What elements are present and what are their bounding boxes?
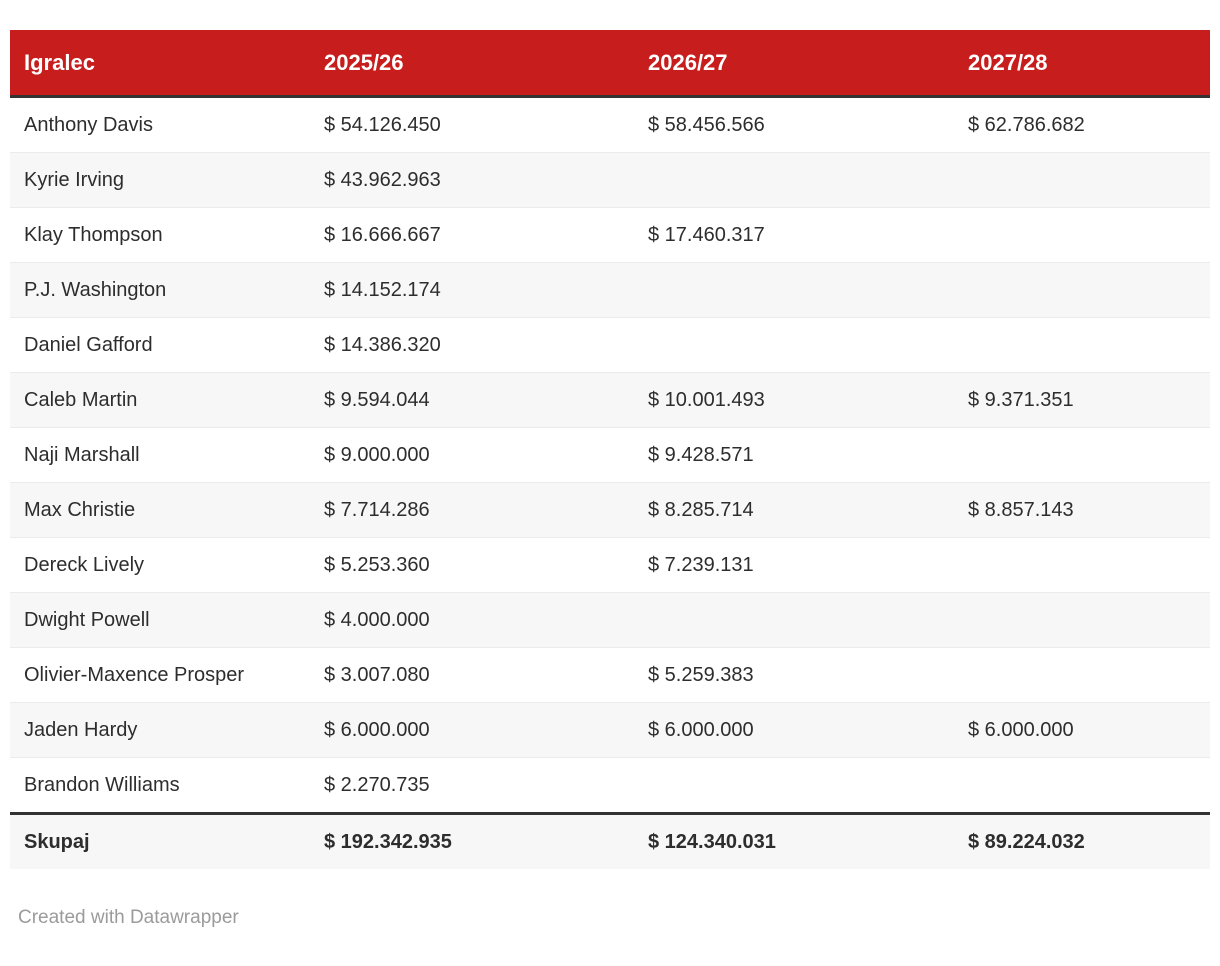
player-name-cell: Dereck Lively xyxy=(10,538,310,593)
player-name-cell: Brandon Williams xyxy=(24,774,180,796)
salary-cell: $ 10.001.493 xyxy=(634,373,954,428)
salary-cell xyxy=(954,153,1210,208)
salary-cell: $ 17.460.317 xyxy=(634,208,954,263)
salary-cell: $ 3.007.080 xyxy=(310,648,634,703)
salary-cell: $ 6.000.000 xyxy=(310,703,634,758)
player-name-cell: Olivier-Maxence Prosper xyxy=(10,648,310,703)
salary-cell: $ 7.714.286 xyxy=(310,483,634,538)
table-row xyxy=(10,593,1210,648)
total-row xyxy=(10,814,1210,870)
salary-cell xyxy=(634,318,954,373)
salary-cell: $ 6.000.000 xyxy=(954,703,1210,758)
header-row xyxy=(10,30,1210,97)
salary-cell: $ 9.371.351 xyxy=(954,373,1210,428)
total-salary-cell: $ 89.224.032 xyxy=(954,814,1210,870)
player-name-cell: Caleb Martin xyxy=(10,373,310,428)
salary-cell xyxy=(954,428,1210,483)
table-footer xyxy=(10,814,1210,870)
table-row xyxy=(10,648,1210,703)
column-header-season-2026-27: 2026/27 xyxy=(634,30,954,97)
salary-cell xyxy=(634,153,954,208)
salary-cell: $ 58.456.566 xyxy=(634,97,954,153)
salary-cell xyxy=(954,593,1210,648)
table-row xyxy=(10,153,1210,208)
table-row xyxy=(10,703,1210,758)
column-header-season-2025-26: 2025/26 xyxy=(310,30,634,97)
salary-cell: $ 43.962.963 xyxy=(310,153,634,208)
player-name-cell: Klay Thompson xyxy=(10,208,310,263)
table-row xyxy=(10,758,1210,814)
salary-cell xyxy=(634,758,954,814)
salary-cell xyxy=(634,593,954,648)
salary-cell: $ 62.786.682 xyxy=(954,97,1210,153)
salary-table-container xyxy=(10,30,1210,869)
table-row xyxy=(10,318,1210,373)
attribution-text: Created with Datawrapper xyxy=(18,907,239,928)
salary-cell: $ 9.594.044 xyxy=(310,373,634,428)
table-body xyxy=(10,97,1210,814)
table-row xyxy=(10,538,1210,593)
salary-cell xyxy=(954,758,1210,814)
table-row xyxy=(10,483,1210,538)
salary-cell xyxy=(634,263,954,318)
salary-cell xyxy=(954,263,1210,318)
table-row xyxy=(10,208,1210,263)
player-name-cell: Daniel Gafford xyxy=(10,318,310,373)
salary-cell xyxy=(954,648,1210,703)
salary-cell: $ 5.259.383 xyxy=(634,648,954,703)
salary-cell: $ 8.857.143 xyxy=(954,483,1210,538)
table-row xyxy=(10,373,1210,428)
salary-cell: $ 16.666.667 xyxy=(310,208,634,263)
column-header-player: Igralec xyxy=(10,30,310,97)
table-row xyxy=(10,97,1210,153)
salary-cell xyxy=(954,318,1210,373)
table-row xyxy=(10,428,1210,483)
player-name-cell: Jaden Hardy xyxy=(10,703,310,758)
player-name-cell: Naji Marshall xyxy=(10,428,310,483)
salary-cell: $ 4.000.000 xyxy=(310,593,634,648)
salary-table xyxy=(10,30,1210,869)
column-header-season-2027-28: 2027/28 xyxy=(954,30,1210,97)
salary-cell: $ 6.000.000 xyxy=(634,703,954,758)
salary-cell xyxy=(954,208,1210,263)
salary-cell xyxy=(954,538,1210,593)
salary-cell: $ 9.000.000 xyxy=(310,428,634,483)
salary-cell: $ 2.270.735 xyxy=(324,774,430,796)
player-name-cell: Kyrie Irving xyxy=(10,153,310,208)
salary-cell: $ 9.428.571 xyxy=(634,428,954,483)
table-row xyxy=(10,263,1210,318)
player-name-cell: Anthony Davis xyxy=(10,97,310,153)
player-name-cell: P.J. Washington xyxy=(10,263,310,318)
player-name-cell: Dwight Powell xyxy=(10,593,310,648)
total-salary-cell: $ 124.340.031 xyxy=(634,814,954,870)
salary-cell: $ 14.386.320 xyxy=(310,318,634,373)
salary-cell: $ 5.253.360 xyxy=(310,538,634,593)
salary-cell: $ 54.126.450 xyxy=(310,97,634,153)
total-label-cell: Skupaj xyxy=(10,814,310,870)
player-name-cell: Max Christie xyxy=(10,483,310,538)
salary-cell: $ 14.152.174 xyxy=(310,263,634,318)
table-header xyxy=(10,30,1210,97)
salary-cell: $ 8.285.714 xyxy=(634,483,954,538)
salary-cell: $ 7.239.131 xyxy=(634,538,954,593)
total-salary-cell: $ 192.342.935 xyxy=(310,814,634,870)
